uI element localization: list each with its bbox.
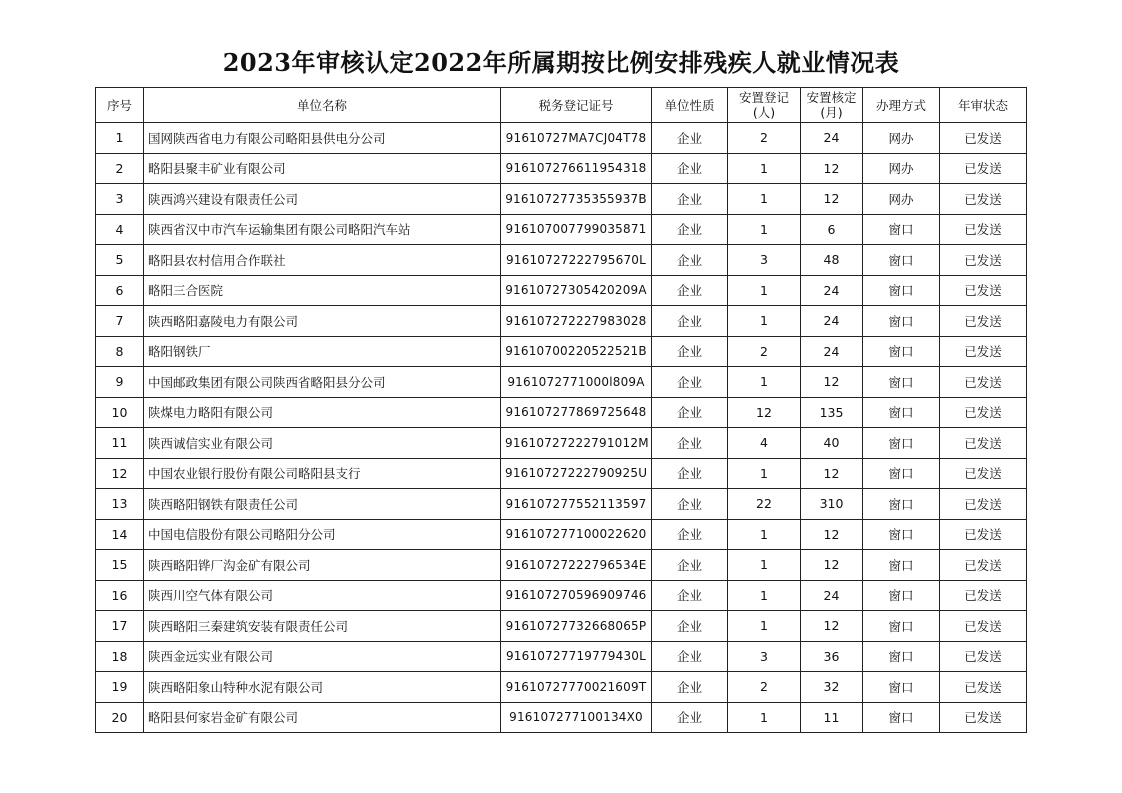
header-seq: 序号 [96, 88, 144, 123]
cell-status: 已发送 [940, 184, 1027, 215]
cell-tax-id: 91610727222795670L [501, 245, 652, 276]
cell-seq: 19 [96, 672, 144, 703]
cell-tax-id: 91610727735355937B [501, 184, 652, 215]
cell-registered: 1 [728, 580, 801, 611]
cell-status: 已发送 [940, 519, 1027, 550]
cell-nature: 企业 [652, 123, 728, 154]
cell-tax-id: 916107277552113597 [501, 489, 652, 520]
cell-seq: 4 [96, 214, 144, 245]
table-row [96, 550, 1027, 581]
cell-company: 陕西省汉中市汽车运输集团有限公司略阳汽车站 [144, 214, 501, 245]
cell-verified: 12 [801, 184, 863, 215]
cell-verified: 24 [801, 336, 863, 367]
cell-seq: 3 [96, 184, 144, 215]
cell-nature: 企业 [652, 367, 728, 398]
cell-verified: 6 [801, 214, 863, 245]
cell-nature: 企业 [652, 428, 728, 459]
header-registered: 安置登记(人) [728, 88, 801, 123]
cell-status: 已发送 [940, 641, 1027, 672]
cell-company: 陕西诚信实业有限公司 [144, 428, 501, 459]
cell-status: 已发送 [940, 702, 1027, 733]
cell-verified: 135 [801, 397, 863, 428]
cell-registered: 22 [728, 489, 801, 520]
table-row [96, 489, 1027, 520]
table-row [96, 306, 1027, 337]
cell-status: 已发送 [940, 550, 1027, 581]
cell-tax-id: 916107007799035871 [501, 214, 652, 245]
cell-seq: 11 [96, 428, 144, 459]
cell-seq: 12 [96, 458, 144, 489]
cell-status: 已发送 [940, 367, 1027, 398]
table-row [96, 184, 1027, 215]
cell-company: 陕西略阳钢铁有限责任公司 [144, 489, 501, 520]
cell-tax-id: 91610727719779430L [501, 641, 652, 672]
cell-status: 已发送 [940, 458, 1027, 489]
table-row [96, 458, 1027, 489]
cell-verified: 310 [801, 489, 863, 520]
header-status: 年审状态 [940, 88, 1027, 123]
cell-nature: 企业 [652, 184, 728, 215]
cell-status: 已发送 [940, 214, 1027, 245]
table-row [96, 245, 1027, 276]
cell-tax-id: 9161072771000l809A [501, 367, 652, 398]
cell-company: 略阳三合医院 [144, 275, 501, 306]
cell-nature: 企业 [652, 458, 728, 489]
cell-registered: 1 [728, 275, 801, 306]
cell-company: 国网陕西省电力有限公司略阳县供电分公司 [144, 123, 501, 154]
cell-verified: 12 [801, 153, 863, 184]
cell-status: 已发送 [940, 123, 1027, 154]
table-row [96, 367, 1027, 398]
cell-status: 已发送 [940, 245, 1027, 276]
cell-status: 已发送 [940, 306, 1027, 337]
table-row [96, 123, 1027, 154]
cell-tax-id: 916107277100022620 [501, 519, 652, 550]
cell-method: 窗口 [863, 336, 940, 367]
cell-nature: 企业 [652, 519, 728, 550]
cell-registered: 1 [728, 702, 801, 733]
cell-status: 已发送 [940, 672, 1027, 703]
cell-status: 已发送 [940, 580, 1027, 611]
table-row [96, 641, 1027, 672]
cell-seq: 20 [96, 702, 144, 733]
cell-tax-id: 91610727222796534E [501, 550, 652, 581]
table-row [96, 153, 1027, 184]
cell-registered: 1 [728, 367, 801, 398]
cell-seq: 15 [96, 550, 144, 581]
cell-company: 略阳县聚丰矿业有限公司 [144, 153, 501, 184]
page-title: 2023年审核认定2022年所属期按比例安排残疾人就业情况表 [222, 48, 900, 77]
table-row [96, 428, 1027, 459]
cell-tax-id: 916107270596909746 [501, 580, 652, 611]
cell-verified: 48 [801, 245, 863, 276]
cell-verified: 24 [801, 275, 863, 306]
cell-seq: 13 [96, 489, 144, 520]
cell-verified: 11 [801, 702, 863, 733]
cell-registered: 1 [728, 519, 801, 550]
cell-nature: 企业 [652, 275, 728, 306]
cell-nature: 企业 [652, 397, 728, 428]
cell-seq: 1 [96, 123, 144, 154]
cell-tax-id: 916107277869725648 [501, 397, 652, 428]
cell-status: 已发送 [940, 428, 1027, 459]
cell-status: 已发送 [940, 397, 1027, 428]
cell-method: 窗口 [863, 214, 940, 245]
cell-company: 陕煤电力略阳有限公司 [144, 397, 501, 428]
cell-seq: 6 [96, 275, 144, 306]
table-row [96, 214, 1027, 245]
table-row [96, 397, 1027, 428]
cell-method: 窗口 [863, 519, 940, 550]
cell-registered: 1 [728, 153, 801, 184]
cell-tax-id: 916107272227983028 [501, 306, 652, 337]
header-company: 单位名称 [144, 88, 501, 123]
table-row [96, 580, 1027, 611]
cell-nature: 企业 [652, 245, 728, 276]
cell-registered: 3 [728, 245, 801, 276]
cell-method: 网办 [863, 123, 940, 154]
cell-method: 窗口 [863, 550, 940, 581]
cell-tax-id: 91610727222791012M [501, 428, 652, 459]
cell-company: 略阳钢铁厂 [144, 336, 501, 367]
cell-method: 窗口 [863, 580, 940, 611]
cell-tax-id: 91610727MA7CJ04T78 [501, 123, 652, 154]
cell-seq: 18 [96, 641, 144, 672]
cell-seq: 8 [96, 336, 144, 367]
cell-company: 中国农业银行股份有限公司略阳县支行 [144, 458, 501, 489]
cell-company: 陕西略阳铧厂沟金矿有限公司 [144, 550, 501, 581]
cell-registered: 12 [728, 397, 801, 428]
header-verified: 安置核定(月) [801, 88, 863, 123]
cell-verified: 12 [801, 519, 863, 550]
cell-seq: 10 [96, 397, 144, 428]
cell-company: 陕西略阳象山特种水泥有限公司 [144, 672, 501, 703]
cell-status: 已发送 [940, 153, 1027, 184]
cell-verified: 40 [801, 428, 863, 459]
table-body [96, 123, 1027, 733]
cell-status: 已发送 [940, 336, 1027, 367]
cell-registered: 2 [728, 123, 801, 154]
table-row [96, 336, 1027, 367]
cell-method: 窗口 [863, 275, 940, 306]
cell-tax-id: 916107276611954318 [501, 153, 652, 184]
cell-seq: 9 [96, 367, 144, 398]
cell-company: 陕西略阳嘉陵电力有限公司 [144, 306, 501, 337]
table-row [96, 519, 1027, 550]
cell-nature: 企业 [652, 550, 728, 581]
employment-table [95, 87, 1027, 733]
cell-method: 窗口 [863, 489, 940, 520]
cell-method: 窗口 [863, 428, 940, 459]
cell-method: 窗口 [863, 611, 940, 642]
cell-tax-id: 91610727770021609T [501, 672, 652, 703]
cell-verified: 24 [801, 306, 863, 337]
header-nature: 单位性质 [652, 88, 728, 123]
cell-company: 中国电信股份有限公司略阳分公司 [144, 519, 501, 550]
cell-registered: 3 [728, 641, 801, 672]
cell-method: 窗口 [863, 641, 940, 672]
cell-seq: 7 [96, 306, 144, 337]
cell-registered: 1 [728, 306, 801, 337]
cell-method: 窗口 [863, 672, 940, 703]
table-row [96, 611, 1027, 642]
cell-method: 网办 [863, 184, 940, 215]
cell-tax-id: 916107277100134X0 [501, 702, 652, 733]
cell-nature: 企业 [652, 611, 728, 642]
cell-method: 窗口 [863, 458, 940, 489]
cell-nature: 企业 [652, 214, 728, 245]
cell-status: 已发送 [940, 611, 1027, 642]
cell-verified: 12 [801, 367, 863, 398]
cell-company: 陕西川空气体有限公司 [144, 580, 501, 611]
cell-method: 窗口 [863, 245, 940, 276]
cell-seq: 2 [96, 153, 144, 184]
cell-seq: 16 [96, 580, 144, 611]
cell-method: 窗口 [863, 306, 940, 337]
table-row [96, 275, 1027, 306]
cell-verified: 24 [801, 580, 863, 611]
cell-seq: 14 [96, 519, 144, 550]
cell-method: 网办 [863, 153, 940, 184]
cell-company: 陕西鸿兴建设有限责任公司 [144, 184, 501, 215]
cell-nature: 企业 [652, 702, 728, 733]
cell-method: 窗口 [863, 702, 940, 733]
cell-registered: 1 [728, 611, 801, 642]
cell-tax-id: 91610727305420209A [501, 275, 652, 306]
cell-company: 陕西金远实业有限公司 [144, 641, 501, 672]
cell-nature: 企业 [652, 306, 728, 337]
cell-nature: 企业 [652, 672, 728, 703]
cell-verified: 36 [801, 641, 863, 672]
cell-company: 中国邮政集团有限公司陕西省略阳县分公司 [144, 367, 501, 398]
table-row [96, 672, 1027, 703]
cell-verified: 12 [801, 550, 863, 581]
cell-method: 窗口 [863, 397, 940, 428]
cell-company: 陕西略阳三秦建筑安装有限责任公司 [144, 611, 501, 642]
cell-company: 略阳县农村信用合作联社 [144, 245, 501, 276]
header-tax-id: 税务登记证号 [501, 88, 652, 123]
cell-nature: 企业 [652, 580, 728, 611]
table-header-row [96, 88, 1027, 123]
cell-verified: 32 [801, 672, 863, 703]
cell-seq: 17 [96, 611, 144, 642]
cell-registered: 1 [728, 214, 801, 245]
cell-registered: 1 [728, 550, 801, 581]
cell-verified: 12 [801, 458, 863, 489]
cell-nature: 企业 [652, 336, 728, 367]
cell-status: 已发送 [940, 275, 1027, 306]
cell-registered: 4 [728, 428, 801, 459]
cell-registered: 1 [728, 458, 801, 489]
cell-tax-id: 91610700220522521B [501, 336, 652, 367]
cell-nature: 企业 [652, 489, 728, 520]
cell-seq: 5 [96, 245, 144, 276]
cell-company: 略阳县何家岩金矿有限公司 [144, 702, 501, 733]
cell-nature: 企业 [652, 641, 728, 672]
table-row [96, 702, 1027, 733]
cell-registered: 2 [728, 336, 801, 367]
cell-nature: 企业 [652, 153, 728, 184]
cell-tax-id: 91610727732668065P [501, 611, 652, 642]
cell-registered: 2 [728, 672, 801, 703]
cell-method: 窗口 [863, 367, 940, 398]
cell-status: 已发送 [940, 489, 1027, 520]
cell-verified: 12 [801, 611, 863, 642]
cell-verified: 24 [801, 123, 863, 154]
header-method: 办理方式 [863, 88, 940, 123]
cell-tax-id: 91610727222790925U [501, 458, 652, 489]
cell-registered: 1 [728, 184, 801, 215]
